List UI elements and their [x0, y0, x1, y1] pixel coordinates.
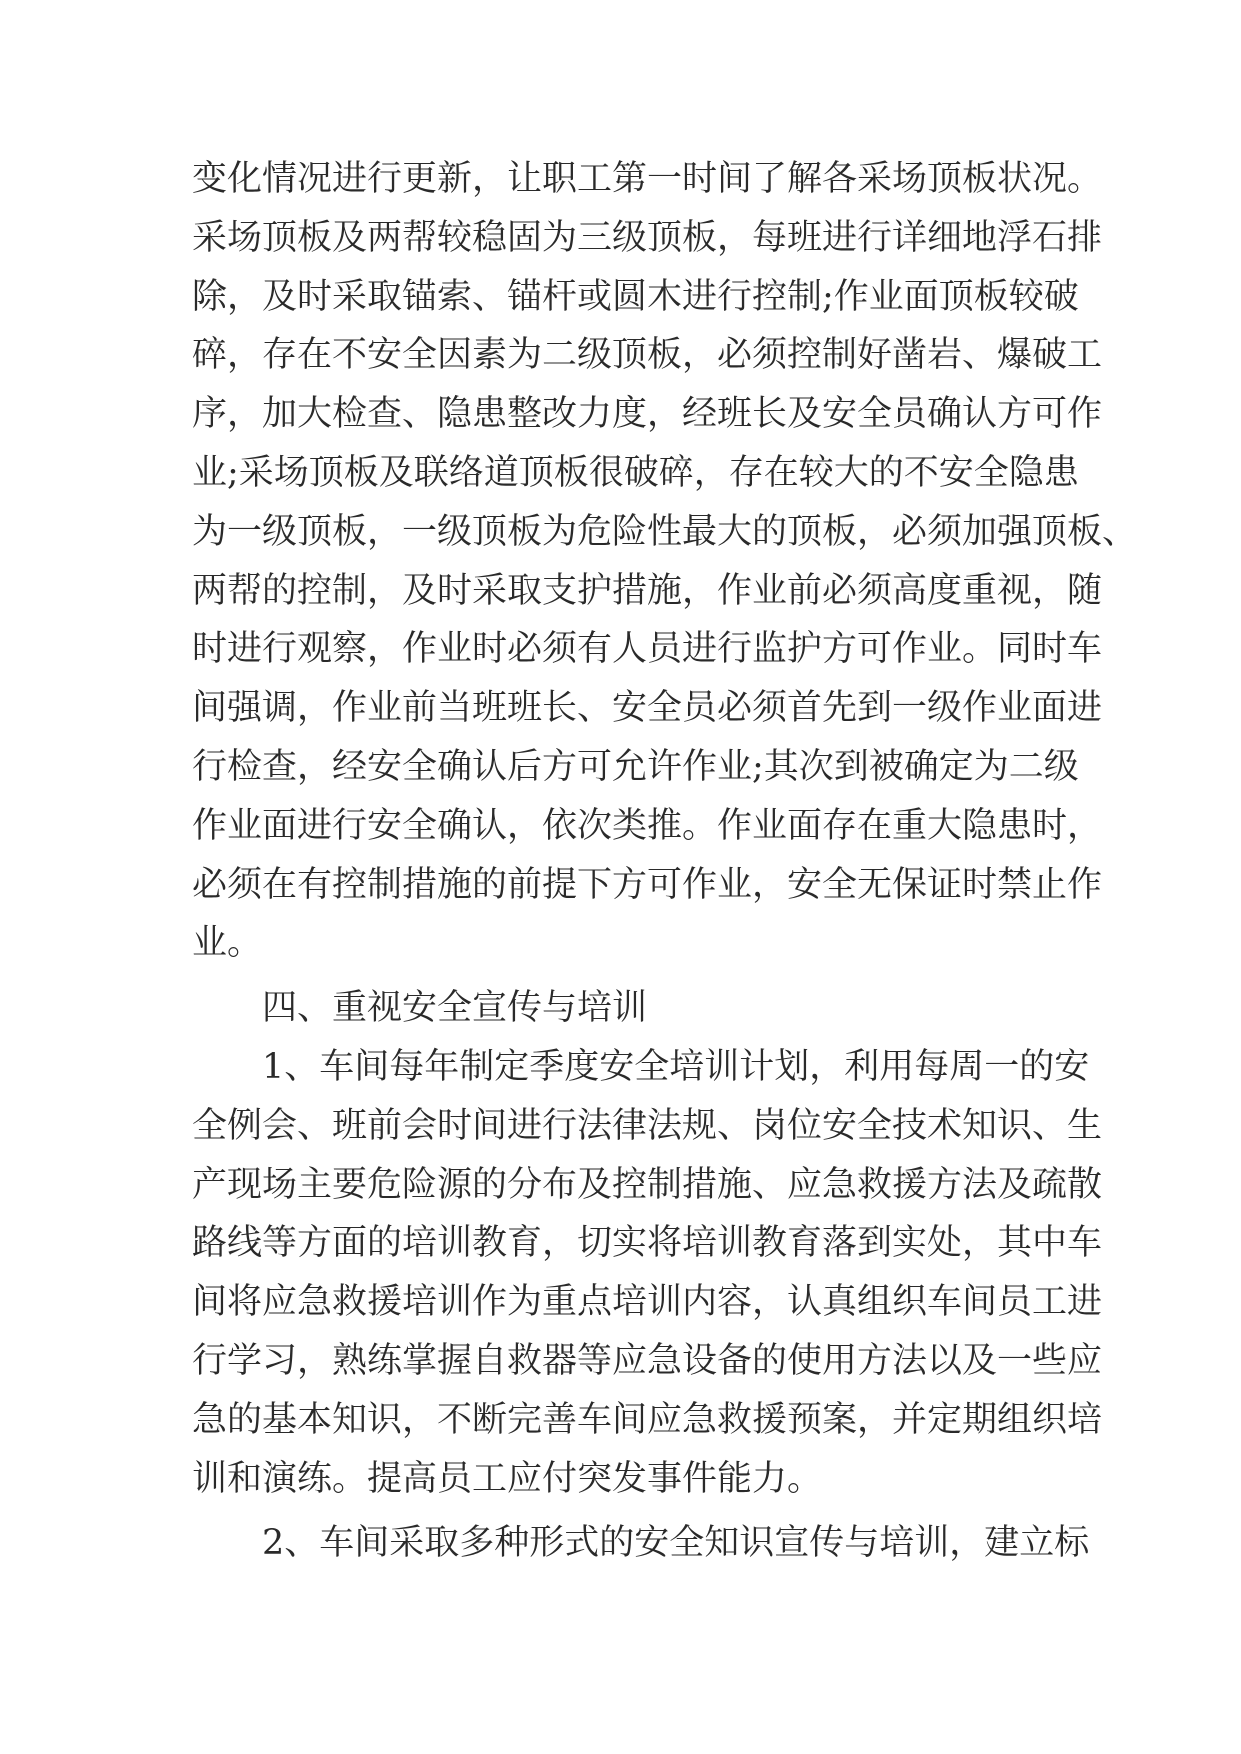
paragraph-training-forms — [192, 1514, 1090, 1573]
paragraph-roof-grading — [192, 150, 1138, 973]
text-line: 间强调，作业前当班班长、安全员必须首先到一级作业面进 — [192, 688, 1103, 729]
text-line: 业。 — [192, 923, 263, 964]
text-line: 训和演练。提高员工应付突发事件能力。 — [192, 1458, 823, 1499]
text-line: 必须在有控制措施的前提下方可作业，安全无保证时禁止作 — [192, 864, 1103, 905]
text-line: 业;采场顶板及联络道顶板很破碎，存在较大的不安全隐患 — [192, 452, 1079, 493]
text-line: 路线等方面的培训教育，切实将培训教育落到实处，其中车 — [192, 1223, 1103, 1264]
text-line: 时进行观察，作业时必须有人员进行监护方可作业。同时车 — [192, 629, 1103, 670]
paragraph-training-plan — [192, 1038, 1103, 1508]
text-line: 采场顶板及两帮较稳固为三级顶板，每班进行详细地浮石排 — [192, 217, 1103, 258]
text-line: 1、车间每年制定季度安全培训计划，利用每周一的安 — [262, 1046, 1090, 1087]
text-line: 两帮的控制，及时采取支护措施，作业前必须高度重视，随 — [192, 570, 1103, 611]
text-line: 除，及时采取锚索、锚杆或圆木进行控制;作业面顶板较破 — [192, 276, 1079, 317]
text-line: 为一级顶板，一级顶板为危险性最大的顶板，必须加强顶板、 — [192, 511, 1138, 552]
text-line: 变化情况进行更新，让职工第一时间了解各采场顶板状况。 — [192, 159, 1103, 199]
text-line: 作业面进行安全确认，依次类推。作业面存在重大隐患时， — [192, 805, 1103, 846]
text-line: 产现场主要危险源的分布及控制措施、应急救援方法及疏散 — [192, 1164, 1103, 1205]
text-line: 碎，存在不安全因素为二级顶板，必须控制好凿岩、爆破工 — [192, 335, 1103, 376]
section-heading: 四、重视安全宣传与培训 — [262, 988, 648, 1029]
text-line: 全例会、班前会时间进行法律法规、岗位安全技术知识、生 — [192, 1105, 1103, 1146]
document-body — [192, 150, 1138, 1573]
text-line: 行检查，经安全确认后方可允许作业;其次到被确定为二级 — [192, 746, 1079, 787]
text-line: 急的基本知识，不断完善车间应急救援预案，并定期组织培 — [192, 1399, 1103, 1440]
text-line: 行学习，熟练掌握自救器等应急设备的使用方法以及一些应 — [192, 1340, 1103, 1381]
text-line: 序，加大检查、隐患整改力度，经班长及安全员确认方可作 — [192, 394, 1103, 435]
text-line: 2、车间采取多种形式的安全知识宣传与培训，建立标 — [262, 1523, 1090, 1564]
text-line: 间将应急救援培训作为重点培训内容，认真组织车间员工进 — [192, 1282, 1103, 1323]
